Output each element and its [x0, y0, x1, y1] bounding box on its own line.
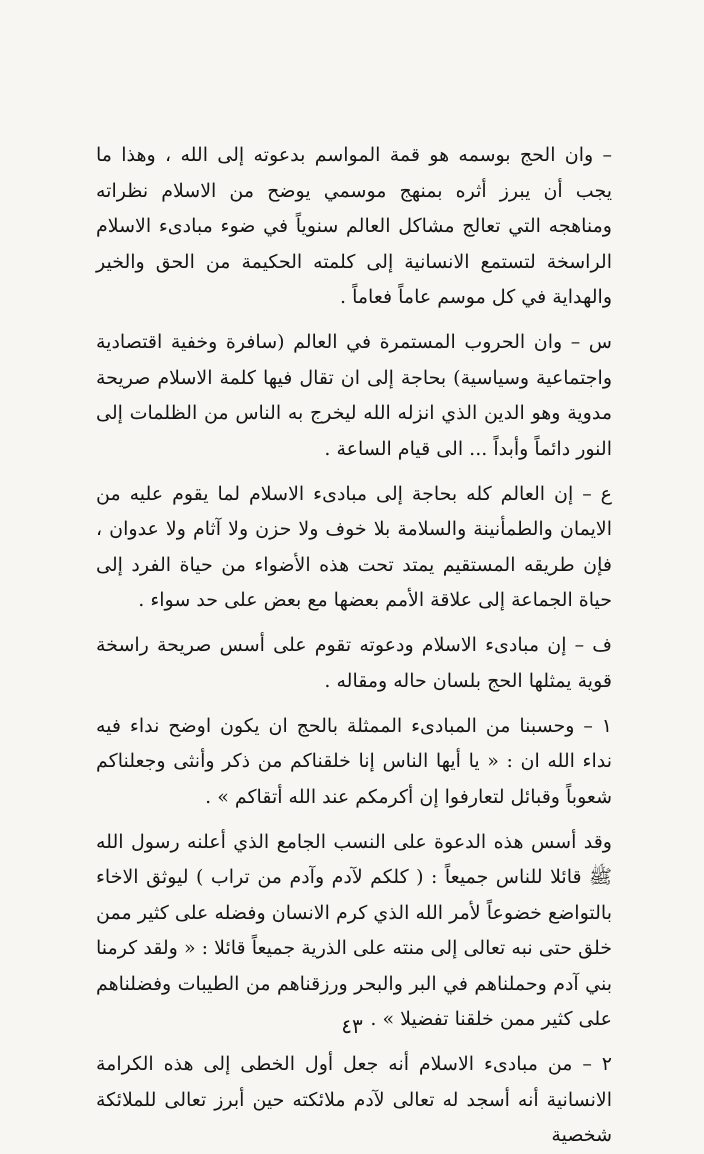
paragraph-lineage: وقد أسس هذه الدعوة على النسب الجامع الذي أعلنه رسول الله ﷺ قائلا للناس جميعاً : ( كلكم لآدم وآدم من تراب ) ليوثق الاخاء بالتواضع خضوعاً لأمر الله الذي كرم الانسان وفضله على كثير ممن خلق حتى نبه تعالى إلى منته على الذرية جميعاً قائلا : « ولقد كرمنا بني آدم وحملناهم في البر والبحر ورزقناهم من الطيبات وفضلناهم على كثير ممن خلقنا تفضيلا » .: [96, 830, 612, 1030]
paragraph-world-needs: ع – إن العالم كله بحاجة إلى مبادىء الاسلام لما يقوم عليه من الايمان والطمأنينة والسلامة بلا خوف ولا حزن ولا آثام ولا عدوان ، فإن طريقه المستقيم يمتد تحت هذه الأضواء من حياة الفرد إلى حياة الجماعة إلى علاقة الأمم بعضها مع بعض على حد سواء .: [96, 482, 612, 611]
paragraph-hajj-season: – وان الحج بوسمه هو قمة المواسم بدعوته إلى الله ، وهذا ما يجب أن يبرز أثره بمنهج موسمي يوضح من الاسلام نظراته ومناهجه التي تعالج مشاكل العالم سنوياً في ضوء مبادىء الاسلام الراسخة لتستمع الانسانية إلى كلمته الحكيمة من الحق والخير والهداية في كل موسم عاماً فعاماً .: [96, 144, 612, 308]
paragraph-principle-1: ١ – وحسبنا من المبادىء الممثلة بالحج ان يكون اوضح نداء فيه نداء الله ان : « يا أيها الناس إنا خلقناكم من ذكر وأنثى وجعلناكم شعوباً وقبائل لتعارفوا إن أكرمكم عند الله أتقاكم » .: [96, 714, 612, 808]
paragraph-foundations: ف – إن مبادىء الاسلام ودعوته تقوم على أسس صريحة راسخة قوية يمثلها الحج بلسان حاله ومقاله .: [96, 634, 612, 692]
paragraph-wars: س – وان الحروب المستمرة في العالم (سافرة وخفية اقتصادية واجتماعية وسياسية) بحاجة إلى ان تقال فيها كلمة الاسلام صريحة مدوية وهو الدين الذي انزله الله ليخرج به الناس من الظلمات إلى النور دائماً وأبداً ... الى قيام الساعة .: [96, 331, 612, 460]
paragraph-principle-2: ٢ – من مبادىء الاسلام أنه جعل أول الخطى إلى هذه الكرامة الانسانية أنه أسجد له تعالى لآدم ملائكته حين أبرز تعالى للملائكة شخصية: [96, 1053, 612, 1146]
page-number: ٤٣: [341, 1014, 363, 1038]
page-body: [96, 138, 612, 1154]
